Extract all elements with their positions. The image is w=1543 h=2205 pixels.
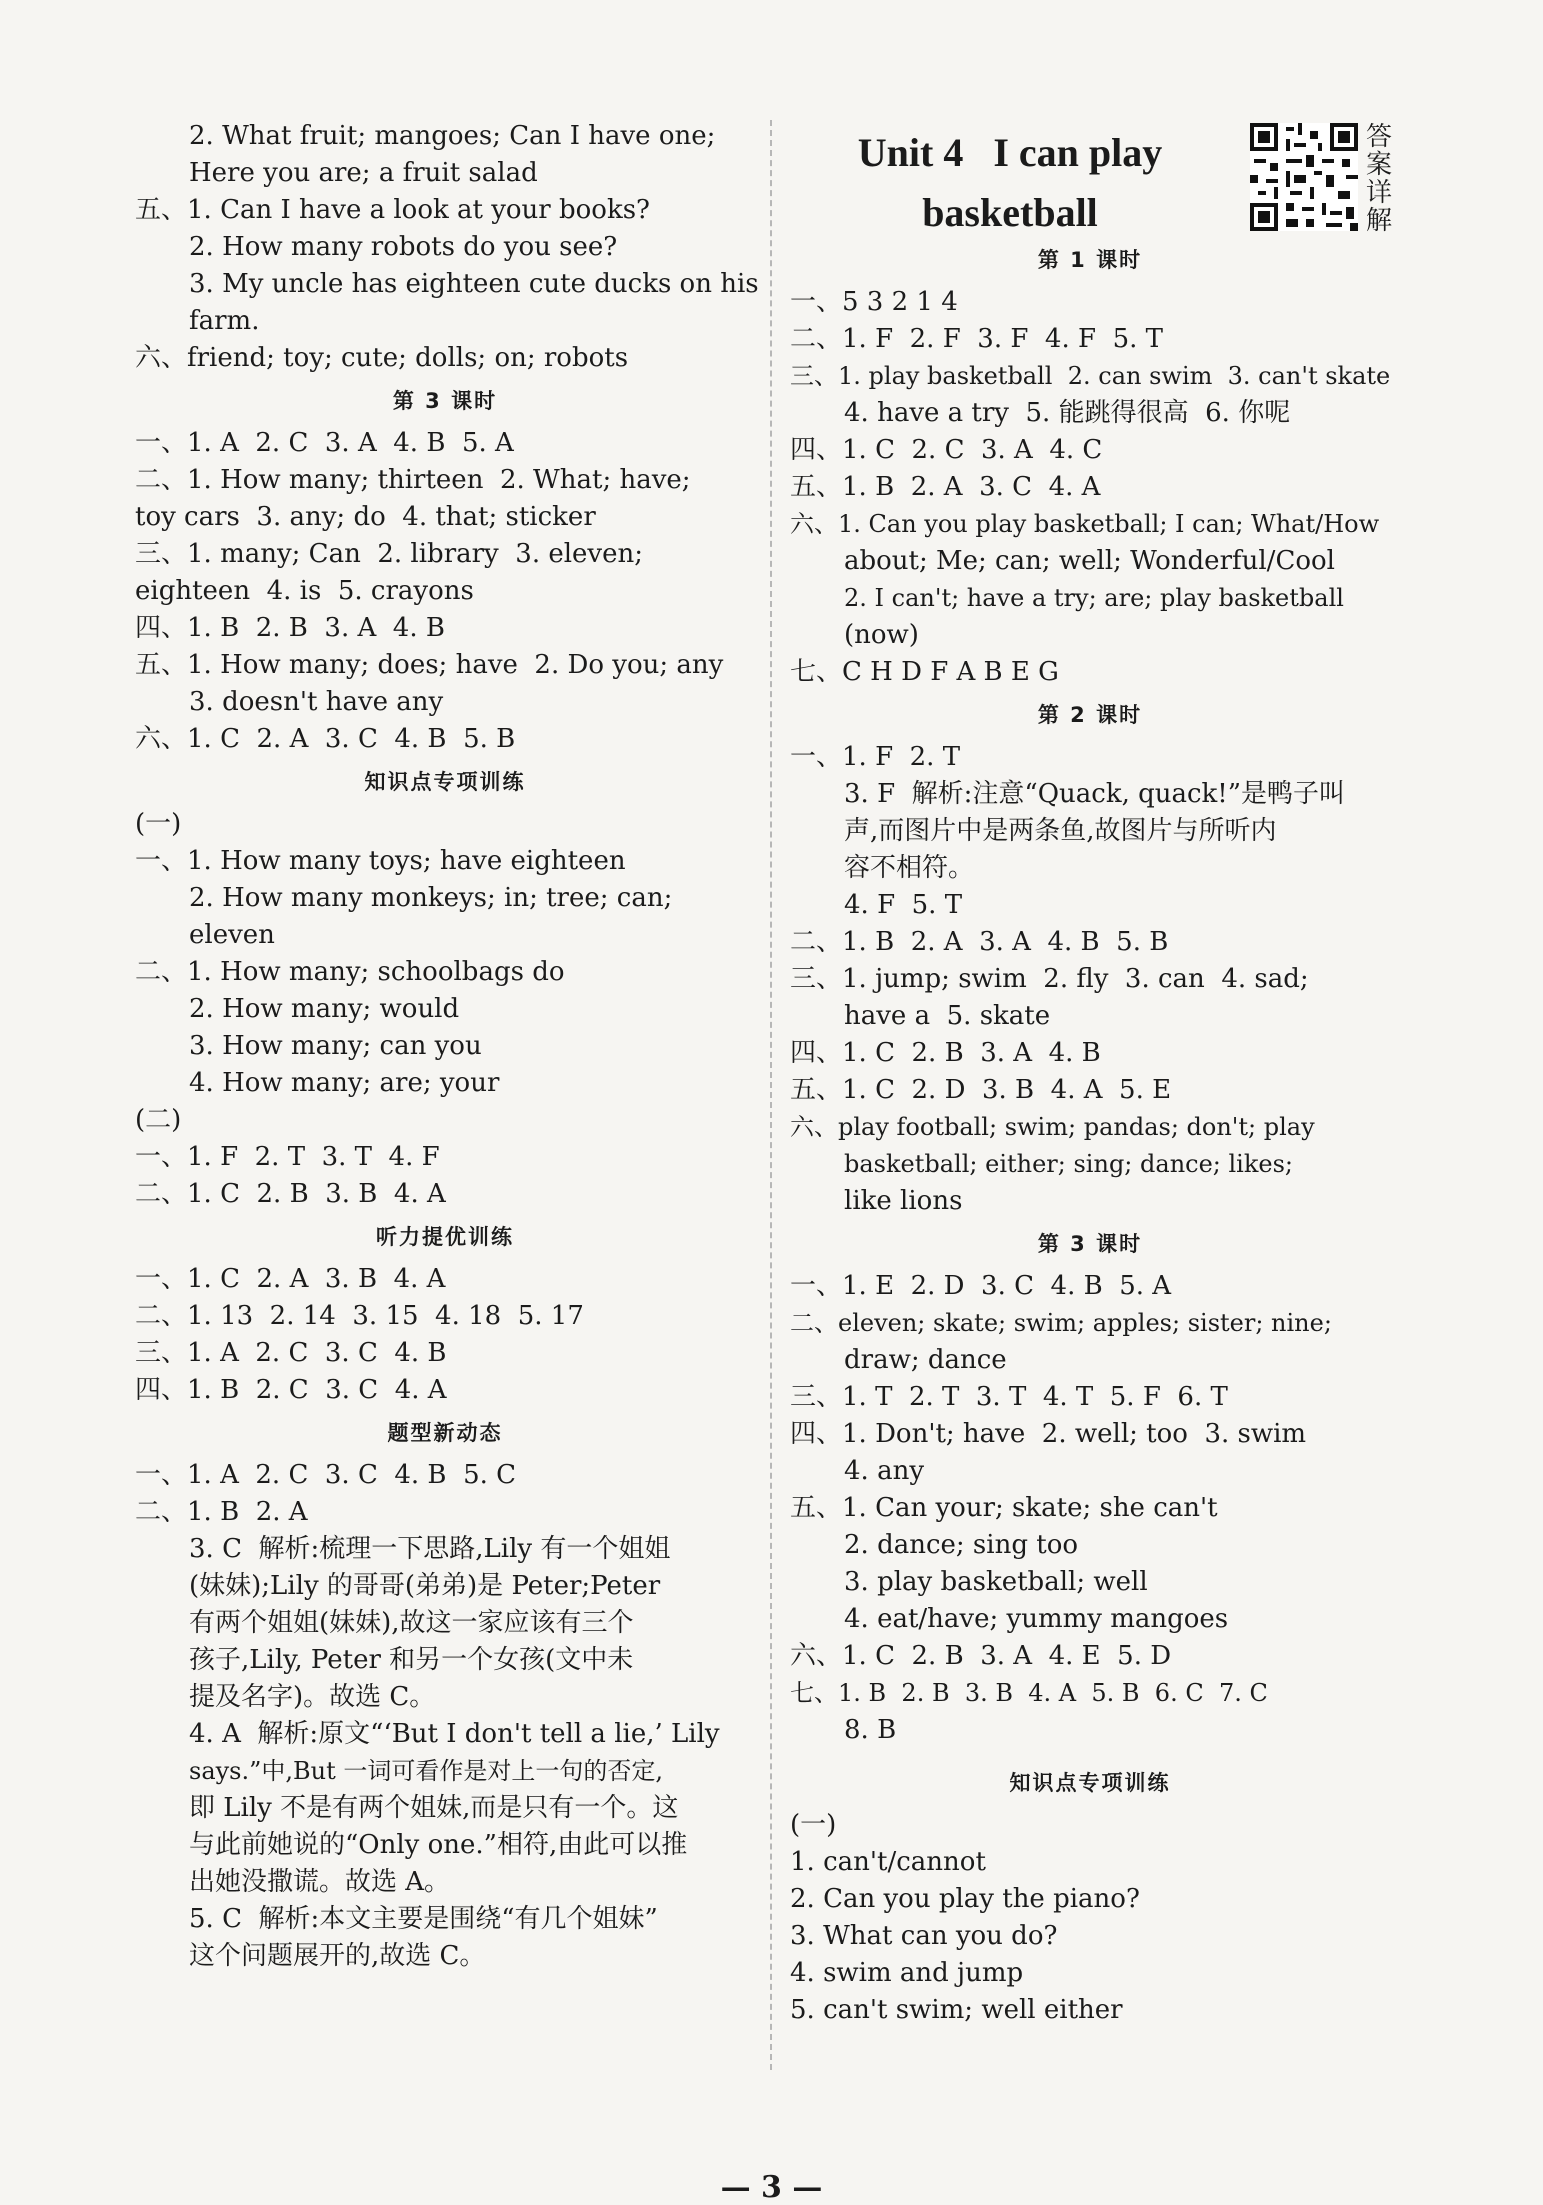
answer-line: 六、play football; swim; pandas; don't; play — [790, 1113, 1315, 1141]
answer-line: says.”中,But 一词可看作是对上一句的否定, — [189, 1757, 664, 1785]
answer-line: 3. doesn't have any — [189, 687, 444, 717]
answer-line: 三、1. play basketball 2. can swim 3. can't skate — [790, 362, 1391, 390]
answer-line: 四、1. B 2. C 3. C 4. A — [135, 1375, 447, 1405]
answer-line: 2. How many robots do you see? — [189, 232, 618, 262]
right-column — [790, 118, 1390, 2029]
answer-line: 一、1. A 2. C 3. C 4. B 5. C — [135, 1460, 517, 1490]
answer-line: 4. swim and jump — [790, 1958, 1024, 1988]
answer-line: 六、1. C 2. A 3. C 4. B 5. B — [135, 724, 516, 754]
answer-line: 五、1. Can your; skate; she can't — [790, 1493, 1218, 1523]
answer-line: draw; dance — [844, 1345, 1007, 1375]
section-heading: 第 2 课时 — [1037, 703, 1143, 727]
answer-line: (一) — [135, 809, 182, 839]
answer-line: eighteen 4. is 5. crayons — [135, 576, 474, 606]
answer-line: 五、1. B 2. A 3. C 4. A — [790, 472, 1101, 502]
answer-line: 5. can't swim; well either — [790, 1995, 1123, 2025]
qr-code-icon[interactable] — [1250, 123, 1358, 231]
section-heading: 第 3 课时 — [1037, 1232, 1143, 1256]
answer-line: about; Me; can; well; Wonderful/Cool — [844, 546, 1335, 576]
page-number: — 3 — — [720, 2170, 823, 2205]
answer-line: 四、1. Don't; have 2. well; too 3. swim — [790, 1419, 1307, 1449]
answer-line: 4. have a try 5. 能跳得很高 6. 你呢 — [844, 398, 1291, 428]
answer-line: basketball; either; sing; dance; likes; — [844, 1150, 1294, 1178]
answer-line: 4. How many; are; your — [189, 1068, 500, 1098]
answer-line: 四、1. C 2. B 3. A 4. B — [790, 1038, 1101, 1068]
unit-header — [790, 123, 1390, 293]
left-column — [135, 118, 759, 1975]
answer-line: (二) — [135, 1105, 182, 1135]
answer-line: 四、1. C 2. C 3. A 4. C — [790, 435, 1103, 465]
answer-line: 2. How many; would — [189, 994, 460, 1024]
answer-line: 一、1. A 2. C 3. A 4. B 5. A — [135, 428, 514, 458]
section-heading: 知识点专项训练 — [1009, 1771, 1171, 1795]
section-heading: 听力提优训练 — [376, 1225, 514, 1249]
answer-line: 提及名字)。故选 C。 — [189, 1682, 436, 1712]
answer-line: Here you are; a fruit salad — [189, 158, 538, 188]
section-heading: 第 3 课时 — [392, 389, 498, 413]
answer-line: 2. I can't; have a try; are; play basketball — [844, 584, 1344, 612]
answer-line: eleven — [189, 920, 275, 950]
qr-code-label: 答案详解 — [1365, 122, 1392, 236]
answer-line: 五、1. Can I have a look at your books? — [135, 195, 650, 225]
answer-line: 4. F 5. T — [844, 890, 963, 920]
answer-line: farm. — [189, 306, 260, 336]
answer-line: 五、1. How many; does; have 2. Do you; any — [135, 650, 724, 680]
answer-line: 声,而图片中是两条鱼,故图片与所听内 — [844, 816, 1277, 846]
answer-line: 3. F 解析:注意“Quack, quack!”是鸭子叫 — [844, 779, 1346, 809]
answer-line: 3. What can you do? — [790, 1921, 1058, 1951]
answer-line: 2. dance; sing too — [844, 1530, 1078, 1560]
answer-line: 六、1. C 2. B 3. A 4. E 5. D — [790, 1641, 1172, 1671]
answer-line: 三、1. jump; swim 2. fly 3. can 4. sad; — [790, 964, 1309, 994]
answer-line: 四、1. B 2. B 3. A 4. B — [135, 613, 445, 643]
answer-line: 二、1. B 2. A — [135, 1497, 308, 1527]
answer-line: 三、1. many; Can 2. library 3. eleven; — [135, 539, 644, 569]
answer-line: 三、1. T 2. T 3. T 4. T 5. F 6. T — [790, 1382, 1228, 1412]
unit-title-line-1: Unit 4 I can play — [857, 130, 1163, 175]
section-heading: 第 1 课时 — [1037, 248, 1143, 272]
answer-line: 3. My uncle has eighteen cute ducks on his — [189, 269, 759, 299]
answer-line: 二、1. C 2. B 3. B 4. A — [135, 1179, 446, 1209]
answer-line: have a 5. skate — [844, 1001, 1051, 1031]
answer-line: (now) — [844, 620, 919, 650]
section-heading: 题型新动态 — [387, 1421, 503, 1445]
answer-line: 1. can't/cannot — [790, 1847, 986, 1877]
answer-line: 4. eat/have; yummy mangoes — [844, 1604, 1229, 1634]
answer-line: 3. play basketball; well — [844, 1567, 1148, 1597]
answer-line: 8. B — [844, 1715, 897, 1745]
unit-title — [790, 123, 1230, 243]
section-heading: 知识点专项训练 — [364, 770, 526, 794]
answer-line: 3. C 解析:梳理一下思路,Lily 有一个姐姐 — [189, 1534, 671, 1564]
answer-line: 4. A 解析:原文“‘But I don't tell a lie,’ Lily — [189, 1719, 720, 1749]
answer-line: 3. How many; can you — [189, 1031, 482, 1061]
answer-line: 2. Can you play the piano? — [790, 1884, 1140, 1914]
answer-line: 二、eleven; skate; swim; apples; sister; nine; — [790, 1309, 1332, 1337]
answer-line: toy cars 3. any; do 4. that; sticker — [135, 502, 596, 532]
answer-line: 七、1. B 2. B 3. B 4. A 5. B 6. C 7. C — [790, 1679, 1268, 1707]
answer-line: 有两个姐姐(妹妹),故这一家应该有三个 — [189, 1608, 634, 1638]
answer-line: 4. any — [844, 1456, 925, 1486]
answer-line: 二、1. B 2. A 3. A 4. B 5. B — [790, 927, 1169, 957]
answer-line: 五、1. C 2. D 3. B 4. A 5. E — [790, 1075, 1172, 1105]
column-divider — [770, 120, 772, 2070]
answer-line: 孩子,Lily, Peter 和另一个女孩(文中未 — [189, 1645, 634, 1675]
answer-line: 一、1. How many toys; have eighteen — [135, 846, 626, 876]
answer-line: 出她没撒谎。故选 A。 — [189, 1867, 451, 1897]
answer-line: 这个问题展开的,故选 C。 — [189, 1941, 486, 1971]
answer-line: 2. How many monkeys; in; tree; can; — [189, 883, 673, 913]
answer-line: (妹妹);Lily 的哥哥(弟弟)是 Peter;Peter — [189, 1571, 661, 1601]
answer-line: 5. C 解析:本文主要是围绕“有几个姐妹” — [189, 1904, 658, 1934]
answer-line: 二、1. F 2. F 3. F 4. F 5. T — [790, 324, 1163, 354]
answer-line: 三、1. A 2. C 3. C 4. B — [135, 1338, 447, 1368]
answer-line: 容不相符。 — [844, 853, 975, 883]
answer-line: 一、1. F 2. T — [790, 742, 961, 772]
answer-line: 六、1. Can you play basketball; I can; What/How — [790, 510, 1380, 538]
answer-line: 与此前她说的“Only one.”相符,由此可以推 — [189, 1830, 688, 1860]
answer-line: like lions — [844, 1186, 963, 1216]
unit-title-line-2: basketball — [922, 190, 1098, 235]
answer-line: 一、1. E 2. D 3. C 4. B 5. A — [790, 1271, 1172, 1301]
answer-line: 六、friend; toy; cute; dolls; on; robots — [135, 343, 629, 373]
answer-line: 一、1. C 2. A 3. B 4. A — [135, 1264, 446, 1294]
answer-line: 2. What fruit; mangoes; Can I have one; — [189, 121, 716, 151]
answer-line: 即 Lily 不是有两个姐妹,而是只有一个。这 — [189, 1793, 679, 1823]
answer-line: 二、1. How many; schoolbags do — [135, 957, 565, 987]
answer-line: 二、1. How many; thirteen 2. What; have; — [135, 465, 691, 495]
answer-line: 一、5 3 2 1 4 — [790, 287, 958, 317]
answer-line: 七、C H D F A B E G — [790, 657, 1059, 687]
answer-line: (一) — [790, 1810, 837, 1840]
answer-line: 二、1. 13 2. 14 3. 15 4. 18 5. 17 — [135, 1301, 584, 1331]
answer-line: 一、1. F 2. T 3. T 4. F — [135, 1142, 440, 1172]
